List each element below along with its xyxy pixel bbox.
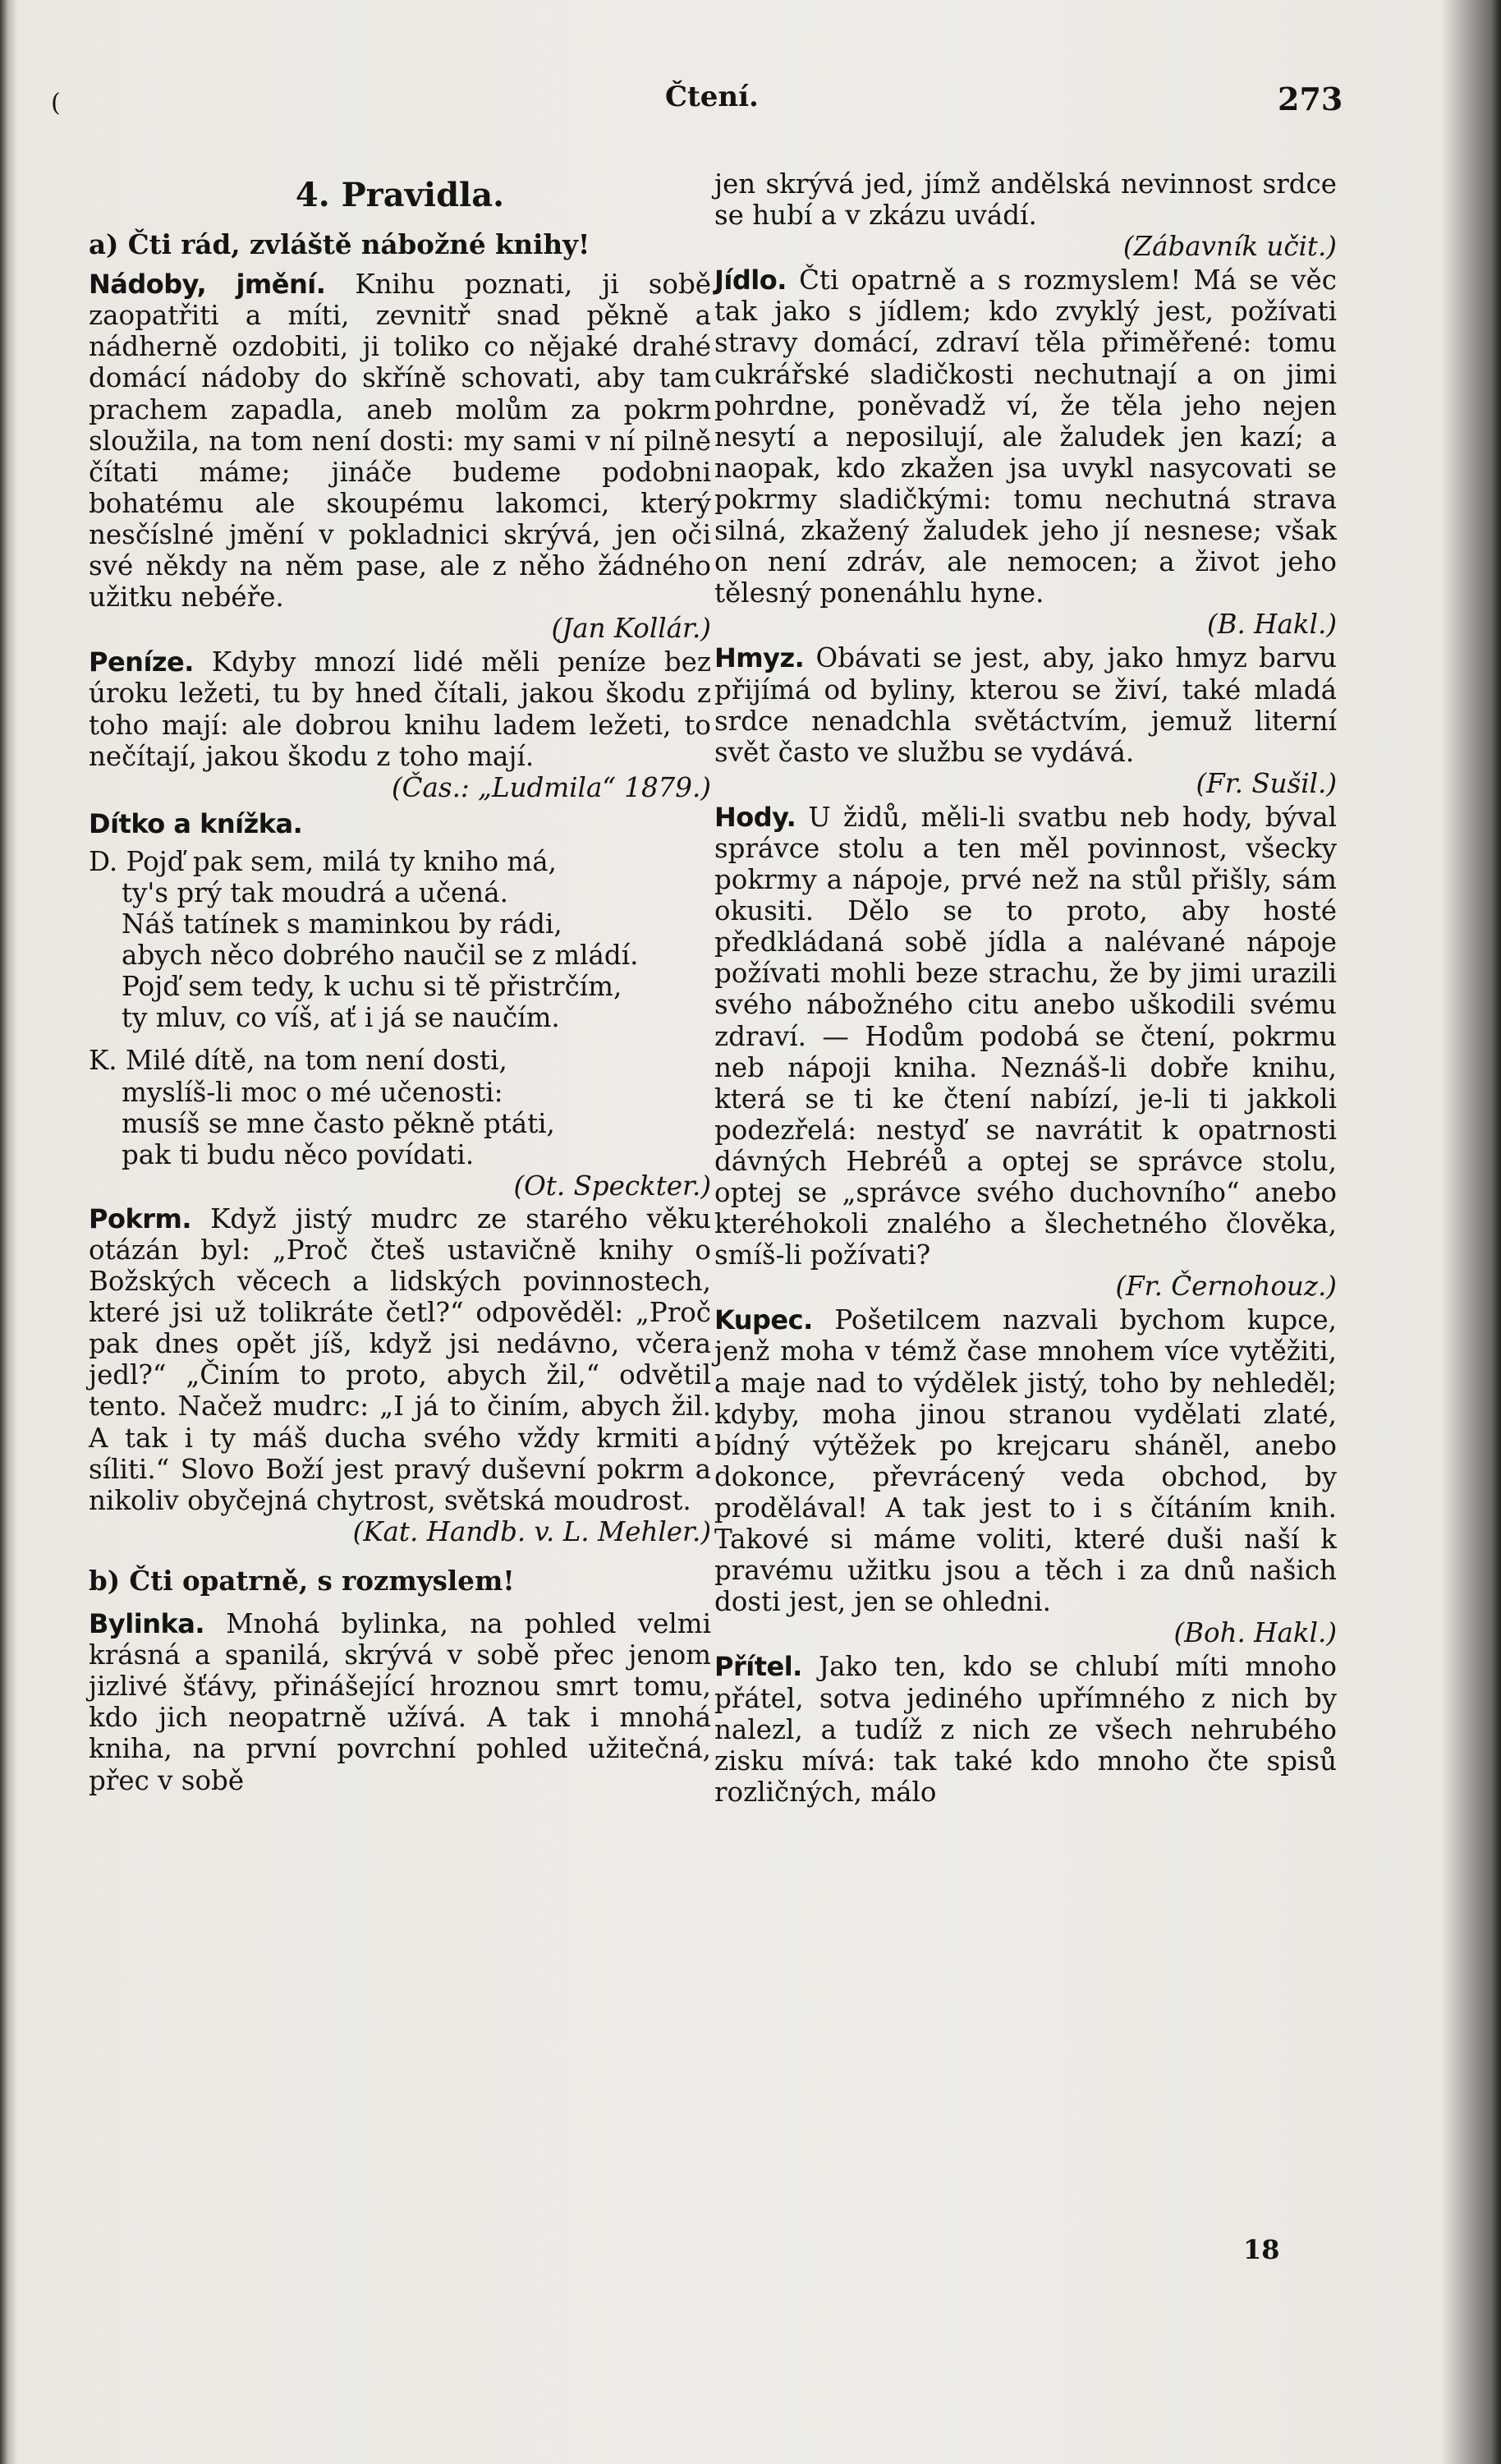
entry-keyword: Hody. (714, 801, 796, 833)
entry-source: (B. Hakl.) (1206, 609, 1337, 641)
section-title: 4. Pravidla. (295, 176, 505, 214)
poem-line: D. Pojď pak sem, milá ty kniho má, (89, 845, 557, 877)
poem-dialogue (89, 846, 711, 1202)
entry-hmyz (714, 642, 1337, 798)
entry-pokrm (89, 1203, 711, 1547)
entry-text: Kdyby mnozí lidé měli peníze bez úroku ležeti, tu by hned čítali, jakou škodu z toho mají: ale dobrou knihu ladem ležeti, to nečítají, jakou škodu z toho mají. (89, 646, 711, 772)
poem-line: ty mluv, co víš, ať i já se naučím. (122, 1002, 560, 1034)
entry-hody (714, 802, 1337, 1303)
entry-keyword: Bylinka. (89, 1608, 204, 1640)
entry-text: Čti opatrně a s rozmyslem! Má se věc tak jako s jídlem; kdo zvyklý jest, požívati stravy domácí, zdraví těla přiměřené: tomu cukrářské sladičkosti nechutnají a on jimi pohrdne, poněvadž ví, že těla jeho nejen nesytí a neposilují, ale žaludek jen kazí; a naopak, kdo zkažen jsa uvykl nasycovati se pokrmy sladičkými: tomu nechutná strava silná, zkažený žaludek jeho jí nesnese; však on není zdráv, ale nemocen; a život jeho tělesný ponenáhlu hyne. (714, 264, 1337, 609)
entry-keyword: Nádoby, jmění. (89, 269, 326, 301)
entry-nadoby (89, 269, 711, 644)
poem-line: Náš tatínek s maminkou by rádi, (122, 908, 562, 940)
margin-mark: ( (51, 89, 61, 117)
poem-line: myslíš-li moc o mé učenosti: (122, 1076, 503, 1108)
poem-line: Pojď sem tedy, k uchu si tě přistrčím, (122, 971, 622, 1003)
entry-text: Mnohá bylinka, na pohled velmi krásná a spanilá, skrývá v sobě přec jenom jizlivé šťávy, přinášející hroznou smrt tomu, kdo jich neopatrně užívá. A tak i mnohá kniha, na první povrchní pohled užitečná, přec v sobě (89, 1608, 711, 1796)
entry-keyword: Přítel. (714, 1651, 802, 1683)
entry-source: (Fr. Sušil.) (1196, 767, 1337, 799)
entry-jidlo (714, 264, 1337, 640)
poem-line: abych něco dobrého naučil se z mládí. (122, 940, 639, 972)
entry-source: (Zábavník učit.) (1122, 231, 1337, 263)
entry-source: (Čas.: „Ludmila“ 1879.) (391, 771, 711, 803)
entry-keyword: Jídlo. (714, 264, 787, 297)
entry-keyword: Kupec. (714, 1304, 813, 1336)
entry-text: Když jistý mudrc ze starého věku otázán byl: „Proč čteš ustavičně knihy o Božských věcech a lidských povinnostech, které jsi už tolikráte četl?“ odpověděl: „Proč pak dnes opět jíš, když jsi nedávno, včera jedl?“ „Činím to proto, abych žil,“ odvětil tento. Načež mudrc: „I já to činím, abych žil. A tak i ty máš ducha svého vždy krmiti a síliti.“ Slovo Boží jest pravý duševní pokrm a nikoliv obyčejná chytrost, světská moudrost. (89, 1202, 711, 1516)
right-column (714, 168, 1337, 1808)
page-number: 273 (1278, 80, 1343, 117)
entry-text: Jako ten, kdo se chlubí míti mnoho přátel, sotva jediného upřímného z nich by nalezl, a tudíž z nich ze všech nehrubého zisku mívá: tak také kdo mnoho čte spisů rozličných, málo (714, 1651, 1337, 1808)
entry-kupec (714, 1304, 1337, 1648)
entry-penize (89, 646, 711, 802)
entry-source: (Fr. Černohouz.) (1115, 1271, 1337, 1303)
entry-source: (Boh. Hakl.) (1173, 1617, 1337, 1649)
running-title: Čtení. (665, 80, 759, 113)
entry-text: Obávati se jest, aby, jako hmyz barvu přijímá od byliny, kterou se živí, také mladá srdce nenadchla světáctvím, jemuž literní svět často ve službu se vydává. (714, 642, 1337, 768)
poem-line: musíš se mne často pěkně ptáti, (122, 1107, 555, 1139)
entry-text: Knihu poznati, ji sobě zaopatřiti a míti, zevnitř snad pěkně a nádherně ozdobiti, ji toliko co nějaké drahé domácí nádoby do skříně schovati, aby tam prachem zapadla, aneb molům za pokrm sloužila, na tom není dosti: my sami v ní pilně čítati máme; jináče budeme podobni bohatému ale skoupému lakomci, který nesčíslné jmění v pokladnici skrývá, jen oči své někdy na něm pase, ale z něho žádného užitku nebéře. (89, 269, 711, 614)
poem-line: K. Milé dítě, na tom není dosti, (89, 1045, 507, 1077)
ditko-heading: Dítko a knížka. (89, 807, 303, 839)
entry-text: jen skrývá jed, jímž andělská nevinnost srdce se hubí a v zkázu uvádí. (714, 168, 1337, 232)
entry-intro (714, 168, 1337, 262)
left-column (89, 168, 711, 1796)
signature-mark: 18 (1243, 2234, 1280, 2265)
subsection-a-heading: a) Čti rád, zvláště nábožné knihy! (89, 228, 590, 261)
entry-source: (Ot. Speckter.) (513, 1170, 711, 1202)
entry-keyword: Pokrm. (89, 1202, 191, 1234)
entry-keyword: Hmyz. (714, 642, 805, 674)
subsection-b-heading: b) Čti opatrně, s rozmyslem! (89, 1564, 515, 1597)
poem-line: pak ti budu něco povídati. (122, 1138, 475, 1170)
entry-text: Pošetilcem nazvali bychom kupce, jenž moha v témž čase mnohem více vytěžiti, a maje nad to výdělek jistý, toho by nehleděl; kdyby, moha jinou stranou vydělati zlaté, bídný výtěžek po krejcaru sháněl, anebo dokonce, převrácený veda obchod, by prodělával! A tak jest to i s čítáním knih. Takové si máme voliti, které duši naší k pravému užitku jsou a těch i za dnů našich dosti jest, jen se ohledni. (714, 1304, 1337, 1618)
entry-source: (Kat. Handb. v. L. Mehler.) (352, 1515, 711, 1547)
entry-source: (Jan Kollár.) (551, 613, 711, 645)
poem-line: ty's prý tak moudrá a učená. (122, 876, 508, 908)
entry-keyword: Peníze. (89, 646, 194, 678)
entry-text: U židů, měli-li svatbu neb hody, býval správce stolu a ten měl povinnost, všecky pokrmy a nápoje, prvé než na stůl přišly, sám okusiti. Dělo se to proto, aby hosté předkládaná sobě jídla a nalévané nápoje požívati mohli beze strachu, že by jimi urazili svého nábožného citu anebo uškodili svému zdraví. — Hodům podobá se čtení, pokrmu neb nápoji kniha. Neznáš-li dobře knihu, která se ti ke čtení nabízí, je-li ti jakkoli podezřelá: nestyď se navrátit k opatrnosti dávných Hebréů a optej se správce stolu, optej se „správce svého duchovního“ anebo kteréhokoli znalého a šlechetného člověka, smíš-li požívati? (714, 801, 1337, 1271)
running-head (0, 80, 1501, 130)
entry-pritel (714, 1651, 1337, 1807)
entry-bylinka (89, 1608, 711, 1796)
